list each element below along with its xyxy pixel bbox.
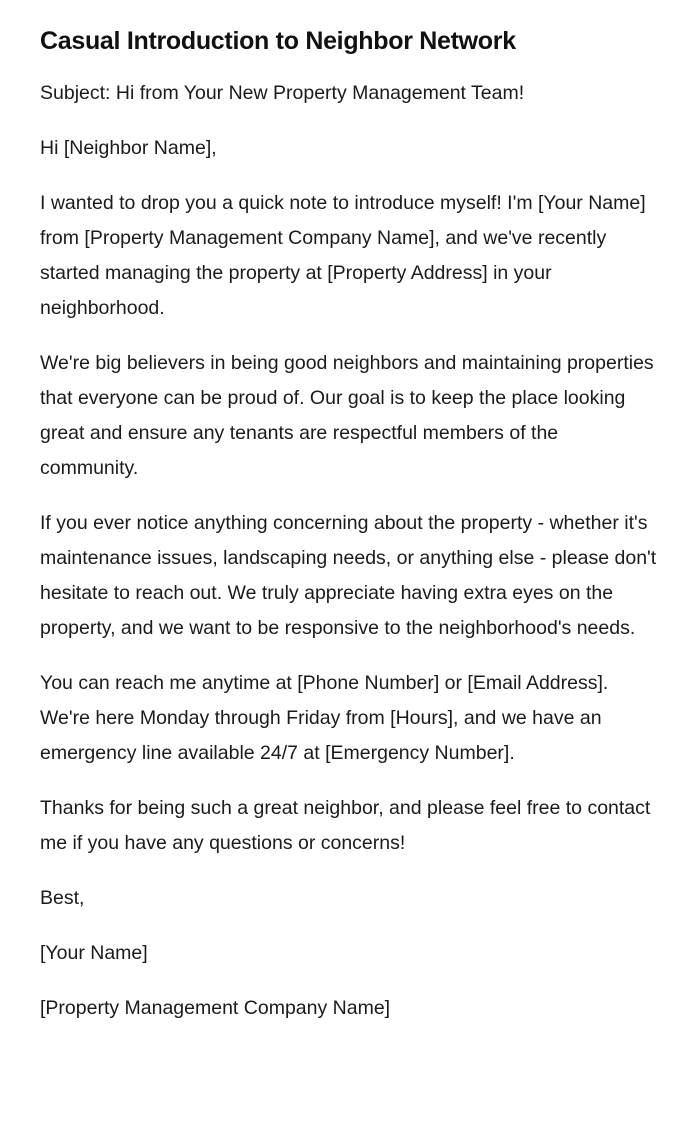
email-subject: Subject: Hi from Your New Property Management Team! bbox=[40, 82, 525, 104]
closing: Best, bbox=[40, 887, 85, 909]
body-paragraph-goals: We're big believers in being good neighbors and maintaining properties that everyone can be proud of. Our goal is to keep the place looking great and ensure any tenants are respectful members of the community. bbox=[40, 352, 654, 479]
body-paragraph-contact: You can reach me anytime at [Phone Number] or [Email Address]. We're here Monday through Friday from [Hours], and we have an emergency line available 24/7 at [Emergency Number]. bbox=[40, 672, 609, 764]
body-paragraph-concerns: If you ever notice anything concerning about the property - whether it's maintenance issues, landscaping needs, or anything else - please don't hesitate to reach out. We truly appreciate having extra eyes on the property, and we want to be responsive to the neighborhood's needs. bbox=[40, 512, 657, 639]
greeting: Hi [Neighbor Name], bbox=[40, 137, 217, 159]
body-paragraph-thanks: Thanks for being such a great neighbor, and please feel free to contact me if you have any questions or concerns! bbox=[40, 797, 651, 854]
signature-name: [Your Name] bbox=[40, 942, 148, 964]
document-title: Casual Introduction to Neighbor Network bbox=[40, 27, 516, 55]
body-paragraph-introduction: I wanted to drop you a quick note to introduce myself! I'm [Your Name] from [Property Management Company Name], and we've recently started managing the property at [Property Address] in your neighborhood. bbox=[40, 192, 646, 319]
signature-company: [Property Management Company Name] bbox=[40, 997, 391, 1019]
